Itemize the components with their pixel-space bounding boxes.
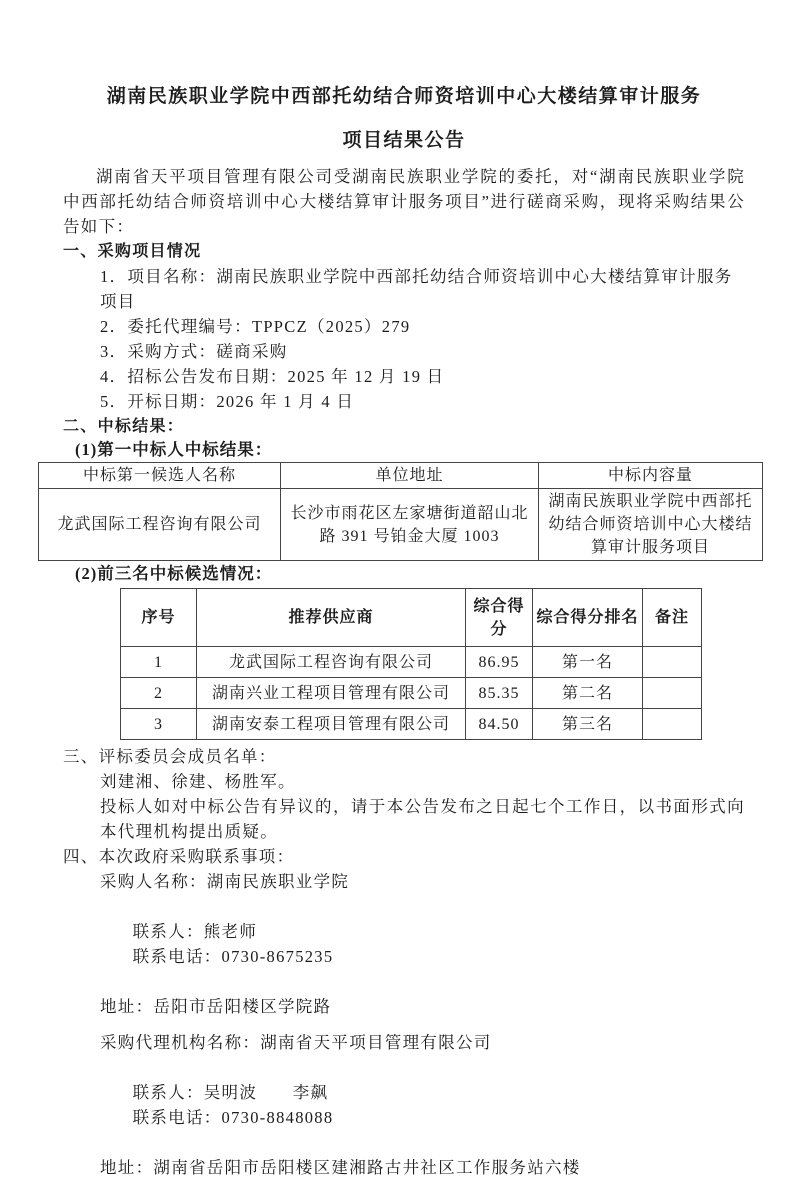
winner-name-cell: 龙武国际工程咨询有限公司 — [39, 489, 281, 561]
section-2-heading: 二、中标结果： — [63, 418, 185, 435]
purchaser-name: 采购人名称：湖南民族职业学院 — [100, 872, 350, 891]
agency-address: 地址：湖南省岳阳市岳阳楼区建湘路古井社区工作服务站六楼 — [100, 1158, 581, 1177]
committee-members: 刘建湘、徐建、杨胜军。 — [100, 772, 296, 791]
winner-table-header-row — [39, 463, 763, 489]
section-4-heading: 四、本次政府采购联系事项： — [63, 847, 295, 866]
agency-name: 采购代理机构名称：湖南省天平项目管理有限公司 — [100, 1033, 492, 1052]
purchaser-contact-block — [63, 869, 745, 1019]
document-title-line2: 项目结果公告 — [342, 130, 466, 151]
objection-notice: 投标人如对中标公告有异议的，请于本公告发布之日起七个工作日，以书面形式向本代理机构提出质疑。 — [100, 797, 745, 841]
purchaser-contact-phone: 联系电话：0730-8675235 — [132, 947, 334, 966]
cand-note-cell — [643, 647, 702, 678]
cand-note-cell — [643, 678, 702, 709]
winner-result-label: (1)第一中标人中标结果： — [75, 440, 273, 459]
winner-table-header-name: 中标第一候选人名称 — [39, 463, 281, 489]
candidates-table-row — [121, 647, 702, 678]
candidates-table — [120, 588, 702, 740]
cand-supplier-cell: 湖南兴业工程项目管理有限公司 — [197, 678, 466, 709]
agency-contact-line — [100, 1055, 745, 1155]
candidates-table-header-row — [121, 589, 702, 647]
cand-index-cell: 3 — [121, 709, 197, 740]
winner-table — [38, 462, 763, 561]
purchaser-address: 地址：岳阳市岳阳楼区学院路 — [100, 997, 332, 1016]
cand-score-cell: 86.95 — [466, 647, 533, 678]
section-1-item-agency-number: 2．委托代理编号：TPPCZ（2025）279 — [100, 317, 411, 336]
candidates-table-row — [121, 709, 702, 740]
cand-header-supplier: 推荐供应商 — [197, 589, 466, 647]
cand-header-index: 序号 — [121, 589, 197, 647]
winner-table-header-address: 单位地址 — [281, 463, 539, 489]
cand-score-cell: 84.50 — [466, 709, 533, 740]
winner-address-cell: 长沙市雨花区左家塘街道韶山北路 391 号铂金大厦 1003 — [281, 489, 539, 561]
cand-rank-cell: 第二名 — [533, 678, 643, 709]
section-1-item-procurement-method: 3．采购方式：磋商采购 — [100, 342, 288, 361]
cand-rank-cell: 第一名 — [533, 647, 643, 678]
document-title-line1: 湖南民族职业学院中西部托幼结合师资培训中心大楼结算审计服务 — [106, 86, 702, 107]
section-1-item-opening-date: 5．开标日期：2026 年 1 月 4 日 — [100, 392, 355, 411]
cand-header-rank: 综合得分排名 — [533, 589, 643, 647]
cand-score-cell: 85.35 — [466, 678, 533, 709]
agency-contact-block — [63, 1030, 745, 1180]
agency-contact-phone: 联系电话：0730-8848088 — [132, 1108, 334, 1127]
agency-contact-person: 联系人：吴明波 李飙 — [132, 1083, 329, 1102]
section-1-heading: 一、采购项目情况 — [63, 243, 202, 260]
purchaser-contact-line — [100, 894, 745, 994]
intro-paragraph: 湖南省天平项目管理有限公司受湖南民族职业学院的委托，对“湖南民族职业学院中西部托幼结合师资培训中心大楼结算审计服务项目”进行磋商采购，现将采购结果公告如下： — [63, 167, 745, 236]
cand-header-note: 备注 — [643, 589, 702, 647]
winner-table-header-content: 中标内容量 — [539, 463, 763, 489]
section-1-item-project-name: 1．项目名称：湖南民族职业学院中西部托幼结合师资培训中心大楼结算审计服务项目 — [100, 267, 733, 311]
purchaser-contact-person: 联系人：熊老师 — [132, 922, 258, 941]
candidates-label: (2)前三名中标候选情况： — [75, 564, 273, 583]
candidates-table-row — [121, 678, 702, 709]
cand-note-cell — [643, 709, 702, 740]
cand-supplier-cell: 龙武国际工程咨询有限公司 — [197, 647, 466, 678]
cand-header-score: 综合得分 — [466, 589, 533, 647]
cand-index-cell: 1 — [121, 647, 197, 678]
section-1-item-announce-date: 4．招标公告发布日期：2025 年 12 月 19 日 — [100, 367, 445, 386]
cand-index-cell: 2 — [121, 678, 197, 709]
section-3-heading: 三、评标委员会成员名单： — [63, 747, 277, 766]
winner-table-data-row — [39, 489, 763, 561]
winner-content-cell: 湖南民族职业学院中西部托幼结合师资培训中心大楼结算审计服务项目 — [539, 489, 763, 561]
cand-rank-cell: 第三名 — [533, 709, 643, 740]
cand-supplier-cell: 湖南安泰工程项目管理有限公司 — [197, 709, 466, 740]
